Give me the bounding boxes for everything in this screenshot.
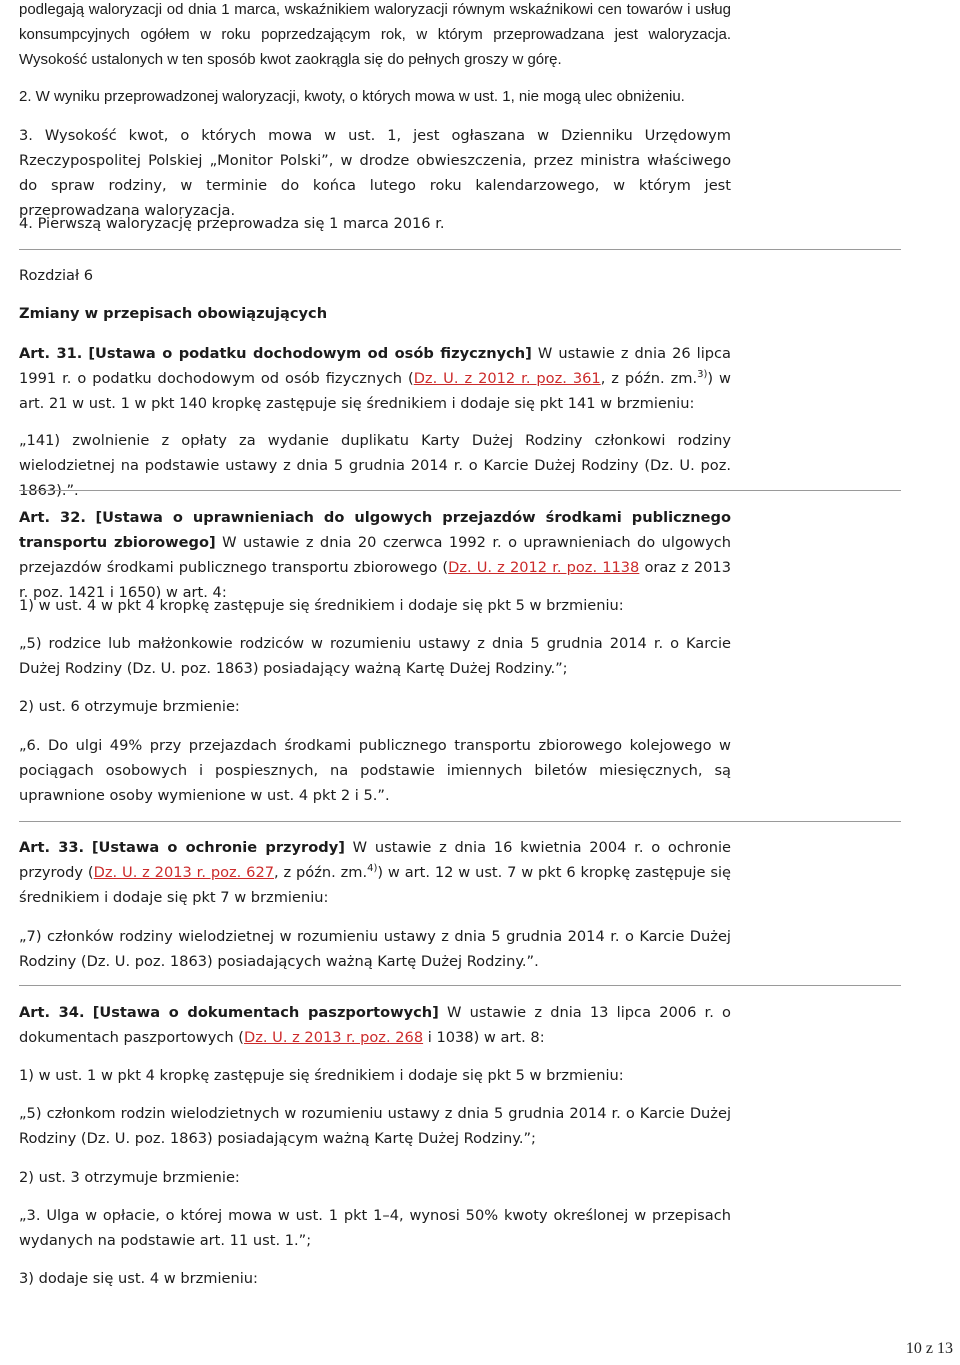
- page-number: 10 z 13: [905, 1340, 953, 1357]
- journal-reference-link[interactable]: Dz. U. z 2013 r. poz. 268: [243, 1029, 424, 1046]
- list-item: 3) dodaje się ust. 4 w brzmieniu:: [19, 1270, 258, 1287]
- article-text: oraz z 2013 r. poz. 1421 i 1650) w art. 4:: [19, 559, 731, 601]
- quoted-provision: „5) członkom rodzin wielodzietnych w rozumieniu ustawy z dnia 5 grudnia 2014 r. o Karcie Dużej Rodziny (Dz. U. poz. 1863) posiadającym ważną Kartę Dużej Rodziny.”;: [19, 1105, 731, 1147]
- article-text: ) w art. 21 w ust. 1 w pkt 140 kropkę zastępuje się średnikiem i dodaje się pkt 141 w brzmieniu:: [19, 370, 731, 412]
- article-text: W ustawie z dnia 26 lipca 1991 r. o podatku dochodowym od osób fizycznych (: [19, 345, 732, 387]
- article-number: Art. 32.: [19, 509, 86, 526]
- article-number: Art. 33.: [19, 839, 85, 856]
- quoted-provision: „6. Do ulgi 49% przy przejazdach środkami publicznego transportu zbiorowego kolejowego w pociągach osobowych i pospiesznych, na podstawie imiennych biletów miesięcznych, są uprawnione osoby wymienione w ust. 4 pkt 2 i 5.”.: [19, 737, 731, 804]
- list-item: 2) ust. 3 otrzymuje brzmienie:: [19, 1169, 240, 1186]
- quoted-provision: „3. Ulga w opłacie, o której mowa w ust. 1 pkt 1–4, wynosi 50% kwoty określonej w przepisach wydanych na podstawie art. 11 ust. 1.”;: [19, 1207, 731, 1249]
- article-title: [Ustawa o dokumentach paszportowych]: [92, 1004, 439, 1021]
- quoted-provision: „7) członków rodziny wielodzietnej w rozumieniu ustawy z dnia 5 grudnia 2014 r. o Karcie Dużej Rodziny (Dz. U. poz. 1863) posiadających ważną Kartę Dużej Rodziny.”.: [19, 928, 731, 970]
- article-text: W ustawie z dnia 16 kwietnia 2004 r. o ochronie przyrody (: [19, 839, 732, 881]
- quoted-provision: „141) zwolnienie z opłaty za wydanie duplikatu Karty Dużej Rodziny członkowi rodziny wielodzietnej na podstawie ustawy z dnia 5 grudnia 2014 r. o Karcie Dużej Rodziny (Dz. U. poz. 1863).”.: [19, 432, 731, 499]
- separator-rule: [19, 249, 901, 250]
- article-number: Art. 31.: [19, 345, 83, 362]
- article-text: i 1038) w art. 8:: [423, 1029, 545, 1046]
- separator-rule: [19, 490, 901, 491]
- footnote-marker[interactable]: 3): [697, 369, 708, 380]
- article-text: , z późn. zm.: [274, 864, 368, 881]
- article-text: W ustawie z dnia 13 lipca 2006 r. o dokumentach paszportowych (: [19, 1004, 731, 1046]
- list-item: 1) w ust. 4 w pkt 4 kropkę zastępuje się średnikiem i dodaje się pkt 5 w brzmieniu:: [19, 597, 624, 614]
- article-34: [19, 1000, 731, 1050]
- article-31: [19, 341, 731, 416]
- paragraph-2: 2. W wyniku przeprowadzonej waloryzacji, kwoty, o których mowa w ust. 1, nie mogą ulec obniżeniu.: [19, 88, 685, 105]
- article-number: Art. 34.: [19, 1004, 85, 1021]
- paragraph-3: 3. Wysokość kwot, o których mowa w ust. 1, jest ogłaszana w Dzienniku Urzędowym Rzeczypospolitej Polskiej „Monitor Polski”, w drodze obwieszczenia, przez ministra właściwego do spraw rodziny, w terminie do końca lutego roku kalendarzowego, w którym jest przeprowadzana waloryzacja.: [19, 127, 731, 219]
- journal-reference-link[interactable]: Dz. U. z 2012 r. poz. 361: [413, 370, 601, 387]
- article-text: , z późn. zm.: [600, 370, 698, 387]
- article-title: [Ustawa o uprawnieniach do ulgowych przejazdów środkami publicznego transportu zbiorowego]: [19, 509, 731, 551]
- footnote-marker[interactable]: 4): [367, 863, 378, 874]
- article-text: W ustawie z dnia 20 czerwca 1992 r. o uprawnieniach do ulgowych przejazdów środkami publicznego transportu zbiorowego (: [19, 534, 731, 576]
- article-title: [Ustawa o podatku dochodowym od osób fizycznych]: [88, 345, 532, 362]
- separator-rule: [19, 985, 901, 986]
- list-item: 1) w ust. 1 w pkt 4 kropkę zastępuje się średnikiem i dodaje się pkt 5 w brzmieniu:: [19, 1067, 624, 1084]
- article-32: [19, 505, 731, 605]
- article-title: [Ustawa o ochronie przyrody]: [91, 839, 345, 856]
- separator-rule: [19, 821, 901, 822]
- article-text: ) w art. 12 w ust. 7 w pkt 6 kropkę zastępuje się średnikiem i dodaje się pkt 7 w brzmieniu:: [19, 864, 732, 906]
- journal-reference-link[interactable]: Dz. U. z 2012 r. poz. 1138: [448, 559, 640, 576]
- paragraph-4: 4. Pierwszą waloryzację przeprowadza się 1 marca 2016 r.: [19, 215, 445, 232]
- paragraph-1-continuation: podlegają waloryzacji od dnia 1 marca, wskaźnikiem waloryzacji równym wskaźnikowi cen towarów i usług konsumpcyjnych ogółem w roku poprzedzającym rok, w którym przeprowadzana jest waloryzacja. Wysokość ustalonych w ten sposób kwot zaokrągla się do pełnych groszy w górę.: [19, 1, 731, 68]
- quoted-provision: „5) rodzice lub małżonkowie rodziców w rozumieniu ustawy z dnia 5 grudnia 2014 r. o Karcie Dużej Rodziny (Dz. U. poz. 1863) posiadający ważną Kartę Dużej Rodziny.”;: [19, 635, 731, 677]
- chapter-number: Rozdział 6: [19, 267, 94, 284]
- journal-reference-link[interactable]: Dz. U. z 2013 r. poz. 627: [93, 864, 275, 881]
- list-item: 2) ust. 6 otrzymuje brzmienie:: [19, 698, 240, 715]
- chapter-title: Zmiany w przepisach obowiązujących: [19, 305, 328, 322]
- article-33: [19, 835, 731, 910]
